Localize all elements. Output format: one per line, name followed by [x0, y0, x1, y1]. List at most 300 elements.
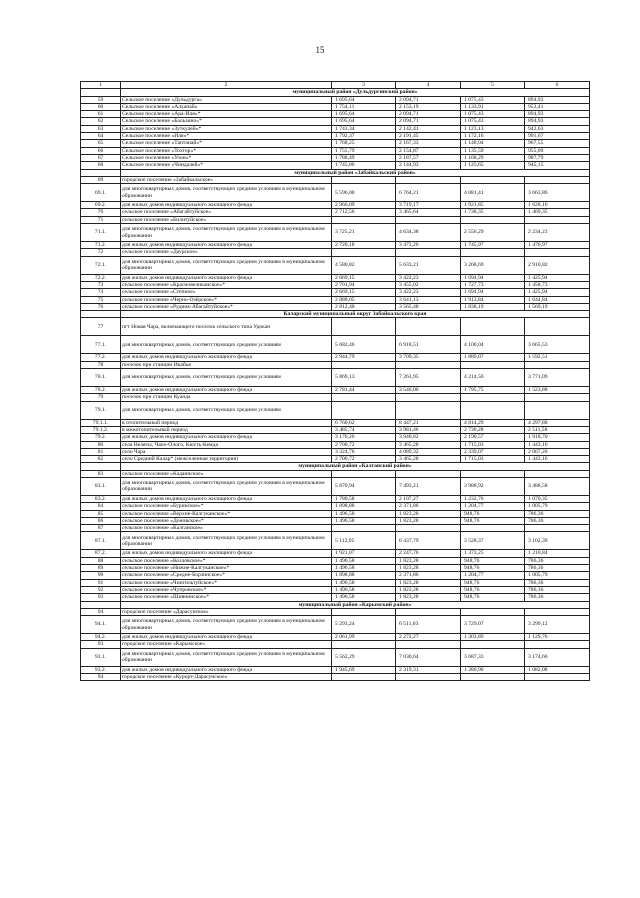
- row-number-cell: 60: [81, 103, 121, 110]
- value-cell-col6: 1 523,88: [525, 387, 590, 394]
- row-name-cell: для жилых домов индивидуального жилищного фонда: [121, 495, 332, 502]
- row-number-cell: 83.2.: [81, 495, 121, 502]
- table-row: [81, 303, 590, 310]
- value-cell-col5: 1 303,89: [461, 634, 525, 641]
- value-cell-col3: 2 966,09: [332, 202, 396, 209]
- value-cell-col5: 3 687,33: [461, 648, 525, 666]
- value-cell-col4: 3 473,26: [396, 242, 461, 249]
- header-cell: 6: [525, 82, 590, 89]
- row-name-cell: пгт Новая Чара, включающего поселок сельского типа Удокан: [121, 318, 332, 336]
- value-cell-col6: 1 425,94: [525, 289, 590, 296]
- section-spacer-cell: [81, 89, 121, 96]
- value-cell-col6: 3 771,09: [525, 369, 590, 387]
- value-cell-col6: [525, 674, 590, 681]
- value-cell-col4: 2 153,19: [396, 103, 461, 110]
- row-name-cell: в межотопительный период: [121, 426, 332, 433]
- row-number-cell: 64: [81, 133, 121, 140]
- table-row: [81, 289, 590, 296]
- table-row: [81, 147, 590, 154]
- row-number-cell: 61: [81, 111, 121, 118]
- table-row: [81, 361, 590, 368]
- section-row: [81, 89, 590, 96]
- row-name-cell: поселок при станции Икабья: [121, 361, 332, 368]
- value-cell-col3: 1 496,58: [332, 517, 396, 524]
- section-spacer-cell: [81, 311, 121, 318]
- table-row: [81, 419, 590, 426]
- row-number-cell: 74: [81, 289, 121, 296]
- row-number-cell: 94: [81, 608, 121, 615]
- row-name-cell: сельское поселение «Красновеликанское»*: [121, 281, 332, 288]
- row-name-cell: сельское поселение «Даурское»: [121, 249, 332, 256]
- table-row: [81, 401, 590, 419]
- row-number-cell: 91: [81, 579, 121, 586]
- value-cell-col3: 5 562,29: [332, 648, 396, 666]
- table-row: [81, 118, 590, 125]
- value-cell-col5: 1 125,65: [461, 162, 525, 169]
- row-number-cell: 72.2.: [81, 274, 121, 281]
- value-cell-col3: 5 112,95: [332, 532, 396, 550]
- row-name-cell: сельское поселение «Чингильтуйское»*: [121, 579, 332, 586]
- value-cell-col4: 6 918,51: [396, 336, 461, 354]
- value-cell-col6: 2 910,82: [525, 256, 590, 274]
- value-cell-col5: 1 075,43: [461, 118, 525, 125]
- row-name-cell: для многоквартирных домов, соответствующих средним условиям: [121, 369, 332, 387]
- row-name-cell: сельское поселение «Средне-Борзинское»*: [121, 572, 332, 579]
- row-name-cell: поселок при станции Куанда: [121, 394, 332, 401]
- value-cell-col5: 1 745,97: [461, 242, 525, 249]
- value-cell-col5: 948,76: [461, 594, 525, 601]
- value-cell-col6: 987,79: [525, 154, 590, 161]
- value-cell-col4: [396, 216, 461, 223]
- row-number-cell: 89: [81, 565, 121, 572]
- row-name-cell: для многоквартирных домов, соответствующих средним условиям в муниципальном образовании: [121, 184, 332, 202]
- value-cell-col4: [396, 176, 461, 183]
- value-cell-col4: 3 981,46: [396, 426, 461, 433]
- value-cell-col5: 1 694,94: [461, 289, 525, 296]
- value-cell-col3: 1 768,25: [332, 140, 396, 147]
- value-cell-col6: 1 628,16: [525, 202, 590, 209]
- value-cell-col5: 1 232,76: [461, 495, 525, 502]
- row-number-cell: 78: [81, 361, 121, 368]
- value-cell-col3: 1 755,79: [332, 147, 396, 154]
- value-cell-col4: 3 465,28: [396, 441, 461, 448]
- row-name-cell: для многоквартирных домов, соответствующих средним условиям в муниципальном образовании: [121, 477, 332, 495]
- value-cell-col5: 4 814,29: [461, 419, 525, 426]
- value-cell-col4: 7 263,95: [396, 369, 461, 387]
- value-cell-col6: [525, 216, 590, 223]
- value-cell-col5: 1 715,03: [461, 456, 525, 463]
- row-number-cell: 81: [81, 448, 121, 455]
- value-cell-col4: 6 437,79: [396, 532, 461, 550]
- value-cell-col3: 2 669,15: [332, 289, 396, 296]
- header-row: [81, 82, 590, 89]
- table-row: [81, 495, 590, 502]
- table-row: [81, 525, 590, 532]
- row-name-cell: для многоквартирных домов, соответствующих средним условиям в муниципальном образовании: [121, 616, 332, 634]
- page-number: 15: [315, 45, 325, 55]
- value-cell-col4: [396, 361, 461, 368]
- row-name-cell: сельское поселение «Кадаинское»: [121, 470, 332, 477]
- value-cell-col3: [332, 470, 396, 477]
- value-cell-col3: 1 496,58: [332, 579, 396, 586]
- value-cell-col3: [332, 394, 396, 401]
- row-number-cell: 79.1.1.: [81, 419, 121, 426]
- value-cell-col5: 948,76: [461, 517, 525, 524]
- value-cell-col4: 1 823,28: [396, 510, 461, 517]
- value-cell-col5: 1 373,25: [461, 550, 525, 557]
- value-cell-col3: 2 669,15: [332, 274, 396, 281]
- value-cell-col4: [396, 401, 461, 419]
- row-name-cell: для многоквартирных домов, соответствующих средним условиям в муниципальном образовании: [121, 256, 332, 274]
- value-cell-col6: 1 005,79: [525, 572, 590, 579]
- value-cell-col4: 1 823,28: [396, 557, 461, 564]
- value-cell-col5: [461, 401, 525, 419]
- table-row: [81, 477, 590, 495]
- value-cell-col6: 1 569,19: [525, 303, 590, 310]
- table-row: [81, 354, 590, 361]
- value-cell-col3: 1 496,58: [332, 557, 396, 564]
- value-cell-col6: 786,36: [525, 517, 590, 524]
- row-name-cell: для многоквартирных домов, соответствующих средним условиям: [121, 336, 332, 354]
- value-cell-col4: 2 167,33: [396, 140, 461, 147]
- value-cell-col4: 3 455,02: [396, 281, 461, 288]
- row-number-cell: 67: [81, 154, 121, 161]
- row-number-cell: 62: [81, 118, 121, 125]
- value-cell-col4: 2 371,86: [396, 572, 461, 579]
- table-row: [81, 579, 590, 586]
- row-number-cell: 79.1.2.: [81, 426, 121, 433]
- value-cell-col3: 2 720,18: [332, 242, 396, 249]
- value-cell-col5: [461, 249, 525, 256]
- row-number-cell: 75: [81, 296, 121, 303]
- value-cell-col6: 1 443,16: [525, 441, 590, 448]
- value-cell-col3: 5 870,94: [332, 477, 396, 495]
- value-cell-col5: 1 889,07: [461, 354, 525, 361]
- value-cell-col4: 7 030,64: [396, 648, 461, 666]
- row-number-cell: 77: [81, 318, 121, 336]
- row-number-cell: 70: [81, 209, 121, 216]
- row-number-cell: 76: [81, 303, 121, 310]
- value-cell-col3: 2 700,72: [332, 456, 396, 463]
- table-row: [81, 510, 590, 517]
- row-name-cell: Сельское поселение «Дульдурга»: [121, 96, 332, 103]
- row-number-cell: 94.1.: [81, 616, 121, 634]
- table-row: [81, 318, 590, 336]
- value-cell-col3: 1 945,69: [332, 666, 396, 673]
- value-cell-col6: 1 129,76: [525, 634, 590, 641]
- table-row: [81, 96, 590, 103]
- value-cell-col3: [332, 525, 396, 532]
- value-cell-col3: 3 324,76: [332, 448, 396, 455]
- row-number-cell: 77.1.: [81, 336, 121, 354]
- value-cell-col6: 1 070,35: [525, 495, 590, 502]
- row-number-cell: 93.1.: [81, 648, 121, 666]
- value-cell-col6: 953,41: [525, 103, 590, 110]
- value-cell-col5: 948,76: [461, 510, 525, 517]
- value-cell-col6: 3 665,53: [525, 336, 590, 354]
- value-cell-col6: 2 511,58: [525, 426, 590, 433]
- value-cell-col3: 6 760,62: [332, 419, 396, 426]
- row-name-cell: городское поселение «Забайкальское»: [121, 176, 332, 183]
- row-name-cell: сельское поселение «Доновское»*: [121, 517, 332, 524]
- row-name-cell: села Неляты, Чапо-Ологo, Кюсть-Кемда: [121, 441, 332, 448]
- table-row: [81, 125, 590, 132]
- section-row: [81, 311, 590, 318]
- table-row: [81, 557, 590, 564]
- value-cell-col6: 1 918,70: [525, 434, 590, 441]
- value-cell-col4: 3 940,82: [396, 434, 461, 441]
- value-cell-col5: [461, 525, 525, 532]
- table-row: [81, 503, 590, 510]
- row-name-cell: для многоквартирных домов, соответствующих средним условиям в муниципальном образовании: [121, 224, 332, 242]
- value-cell-col6: 1 082,08: [525, 666, 590, 673]
- value-cell-col5: [461, 674, 525, 681]
- table-row: [81, 565, 590, 572]
- section-title: Каларский муниципальный округ Забайкальского края: [121, 311, 590, 318]
- table-row: [81, 296, 590, 303]
- value-cell-col4: [396, 641, 461, 648]
- value-cell-col5: 4 214,56: [461, 369, 525, 387]
- row-name-cell: городское поселение «Карымское»: [121, 641, 332, 648]
- value-cell-col4: 3 465,28: [396, 456, 461, 463]
- value-cell-col3: 1 496,58: [332, 586, 396, 593]
- value-cell-col5: [461, 361, 525, 368]
- table-row: [81, 572, 590, 579]
- row-name-cell: сельское поселение «Абагайтуйское»: [121, 209, 332, 216]
- row-number-cell: 63: [81, 125, 121, 132]
- row-number-cell: 71.2.: [81, 242, 121, 249]
- value-cell-col4: [396, 608, 461, 615]
- value-cell-col4: 2 094,71: [396, 96, 461, 103]
- value-cell-col3: 2 700,72: [332, 441, 396, 448]
- value-cell-col6: 945,15: [525, 162, 590, 169]
- value-cell-col3: 1 743,34: [332, 125, 396, 132]
- table-row: [81, 586, 590, 593]
- value-cell-col5: 1 075,43: [461, 111, 525, 118]
- row-name-cell: Сельское поселение «Тохтор»*: [121, 147, 332, 154]
- table-row: [81, 242, 590, 249]
- value-cell-col3: 1 496,58: [332, 594, 396, 601]
- value-cell-col6: 1 443,16: [525, 456, 590, 463]
- value-cell-col5: 1 795,75: [461, 387, 525, 394]
- row-number-cell: 69.1.: [81, 184, 121, 202]
- value-cell-col6: [525, 401, 590, 419]
- value-cell-col5: 3 729,07: [461, 616, 525, 634]
- row-number-cell: 69: [81, 176, 121, 183]
- row-name-cell: для жилых домов индивидуального жилищного фонда: [121, 666, 332, 673]
- value-cell-col4: [396, 318, 461, 336]
- value-cell-col3: 2 888,05: [332, 296, 396, 303]
- row-name-cell: сельское поселение «Рудник-Абагайтуйское»*: [121, 303, 332, 310]
- row-name-cell: сельское поселение «Нижне-Калгуканское»*: [121, 565, 332, 572]
- value-cell-col3: 1 898,88: [332, 572, 396, 579]
- value-cell-col5: 3 988,92: [461, 477, 525, 495]
- value-cell-col4: 6 511,03: [396, 616, 461, 634]
- row-number-cell: 73: [81, 281, 121, 288]
- row-name-cell: для жилых домов индивидуального жилищного фонда: [121, 202, 332, 209]
- value-cell-col6: 3 102,39: [525, 532, 590, 550]
- row-number-cell: 82: [81, 456, 121, 463]
- row-name-cell: Сельское поселение «Зуткулей»*: [121, 125, 332, 132]
- value-cell-col5: 948,76: [461, 586, 525, 593]
- table-row: [81, 634, 590, 641]
- value-cell-col6: 786,36: [525, 565, 590, 572]
- value-cell-col3: 1 754,11: [332, 103, 396, 110]
- value-cell-col5: 948,76: [461, 565, 525, 572]
- value-cell-col3: [332, 674, 396, 681]
- value-cell-col3: [332, 249, 396, 256]
- value-cell-col4: 2 094,71: [396, 118, 461, 125]
- row-number-cell: 93: [81, 641, 121, 648]
- row-number-cell: 94.2.: [81, 634, 121, 641]
- header-cell: 4: [396, 82, 461, 89]
- value-cell-col3: 1 921,07: [332, 550, 396, 557]
- value-cell-col4: 1 823,28: [396, 579, 461, 586]
- row-name-cell: для жилых домов индивидуального жилищного фонда: [121, 634, 332, 641]
- value-cell-col3: [332, 608, 396, 615]
- value-cell-col4: 5 633,21: [396, 256, 461, 274]
- value-cell-col3: [332, 641, 396, 648]
- row-name-cell: сельское поселение «Козловское»*: [121, 557, 332, 564]
- table-row: [81, 256, 590, 274]
- value-cell-col3: 2 061,99: [332, 634, 396, 641]
- row-name-cell: село Средний Калар* (межселенная территория): [121, 456, 332, 463]
- value-cell-col5: 4 081,41: [461, 184, 525, 202]
- row-name-cell: Сельское поселение «Ара-Иля»*: [121, 111, 332, 118]
- table-row: [81, 111, 590, 118]
- section-spacer-cell: [81, 601, 121, 608]
- value-cell-col6: 786,36: [525, 586, 590, 593]
- value-cell-col3: [332, 176, 396, 183]
- row-name-cell: Сельское поселение «Таптанай»*: [121, 140, 332, 147]
- value-cell-col5: 2 556,29: [461, 224, 525, 242]
- section-row: [81, 463, 590, 470]
- row-number-cell: 93: [81, 594, 121, 601]
- row-number-cell: 77.2.: [81, 354, 121, 361]
- section-spacer-cell: [81, 169, 121, 176]
- row-number-cell: 71: [81, 216, 121, 223]
- row-name-cell: для жилых домов индивидуального жилищного фонда: [121, 242, 332, 249]
- row-name-cell: для жилых домов индивидуального жилищного фонда: [121, 387, 332, 394]
- value-cell-col5: 1 135,59: [461, 147, 525, 154]
- value-cell-col5: [461, 176, 525, 183]
- value-cell-col3: 1 745,86: [332, 162, 396, 169]
- table-row: [81, 249, 590, 256]
- table-row: [81, 140, 590, 147]
- value-cell-col3: 1 780,58: [332, 495, 396, 502]
- value-cell-col3: 1 788,49: [332, 154, 396, 161]
- value-cell-col5: 1 694,94: [461, 274, 525, 281]
- value-cell-col5: 1 921,85: [461, 202, 525, 209]
- table-row: [81, 387, 590, 394]
- table-row: [81, 369, 590, 387]
- value-cell-col4: 2 319,31: [396, 666, 461, 673]
- value-cell-col5: 1 715,03: [461, 441, 525, 448]
- row-number-cell: 80: [81, 441, 121, 448]
- value-cell-col5: 1 727,73: [461, 281, 525, 288]
- value-cell-col4: [396, 394, 461, 401]
- row-number-cell: 93.2.: [81, 666, 121, 673]
- value-cell-col4: 2 094,71: [396, 111, 461, 118]
- row-name-cell: сельское поселение «Калганское»: [121, 525, 332, 532]
- row-number-cell: 94: [81, 674, 121, 681]
- table-row: [81, 470, 590, 477]
- row-number-cell: 79.1.: [81, 401, 121, 419]
- tariff-table: [80, 81, 590, 681]
- value-cell-col5: 1 172,16: [461, 133, 525, 140]
- value-cell-col6: 4 297,88: [525, 419, 590, 426]
- row-number-cell: 69.2.: [81, 202, 121, 209]
- value-cell-col5: [461, 608, 525, 615]
- table-row: [81, 434, 590, 441]
- value-cell-col6: 786,36: [525, 594, 590, 601]
- value-cell-col5: 1 133,91: [461, 103, 525, 110]
- row-number-cell: 65: [81, 140, 121, 147]
- value-cell-col4: 2 107,27: [396, 495, 461, 502]
- table-row: [81, 176, 590, 183]
- section-spacer-cell: [81, 463, 121, 470]
- row-name-cell: село Чара: [121, 448, 332, 455]
- value-cell-col6: [525, 608, 590, 615]
- value-cell-col4: [396, 674, 461, 681]
- value-cell-col3: [332, 318, 396, 336]
- table-row: [81, 154, 590, 161]
- row-number-cell: 88: [81, 557, 121, 564]
- value-cell-col4: 3 422,23: [396, 274, 461, 281]
- value-cell-col6: 942,63: [525, 125, 590, 132]
- value-cell-col6: 786,36: [525, 510, 590, 517]
- value-cell-col4: 1 823,28: [396, 594, 461, 601]
- value-cell-col4: 4 634,38: [396, 224, 461, 242]
- value-cell-col3: 2 944,79: [332, 354, 396, 361]
- value-cell-col3: 3 176,26: [332, 434, 396, 441]
- value-cell-col6: 2 234,23: [525, 224, 590, 242]
- value-cell-col5: 2 339,07: [461, 448, 525, 455]
- value-cell-col6: [525, 249, 590, 256]
- row-number-cell: 85: [81, 510, 121, 517]
- value-cell-col6: [525, 361, 590, 368]
- table-row: [81, 532, 590, 550]
- section-title: муниципальный район «Карымский район»: [121, 601, 590, 608]
- value-cell-col6: 3 488,58: [525, 477, 590, 495]
- row-number-cell: 90: [81, 572, 121, 579]
- value-cell-col3: 2 781,44: [332, 387, 396, 394]
- value-cell-col4: 3 465,64: [396, 209, 461, 216]
- value-cell-col5: 1 148,04: [461, 140, 525, 147]
- header-cell: 5: [461, 82, 525, 89]
- value-cell-col6: 1 458,73: [525, 281, 590, 288]
- value-cell-col6: [525, 318, 590, 336]
- value-cell-col4: 3 422,23: [396, 289, 461, 296]
- row-number-cell: 68: [81, 162, 121, 169]
- table-row: [81, 426, 590, 433]
- row-name-cell: для многоквартирных домов, соответствующих средним условиям в муниципальном образовании: [121, 648, 332, 666]
- header-cell: 3: [332, 82, 396, 89]
- value-cell-col3: 1 695,64: [332, 96, 396, 103]
- row-number-cell: 71.1.: [81, 224, 121, 242]
- value-cell-col3: 3 485,74: [332, 426, 396, 433]
- row-number-cell: 87.1.: [81, 532, 121, 550]
- row-number-cell: 72: [81, 249, 121, 256]
- row-name-cell: для жилых домов индивидуального жилищного фонда: [121, 434, 332, 441]
- value-cell-col4: 1 823,28: [396, 586, 461, 593]
- value-cell-col5: 1 075,43: [461, 96, 525, 103]
- value-cell-col4: 8 447,21: [396, 419, 461, 426]
- section-title: муниципальный район «Калганский район»: [121, 463, 590, 470]
- value-cell-col3: 1 496,58: [332, 565, 396, 572]
- value-cell-col6: 1 210,84: [525, 550, 590, 557]
- value-cell-col6: 955,09: [525, 147, 590, 154]
